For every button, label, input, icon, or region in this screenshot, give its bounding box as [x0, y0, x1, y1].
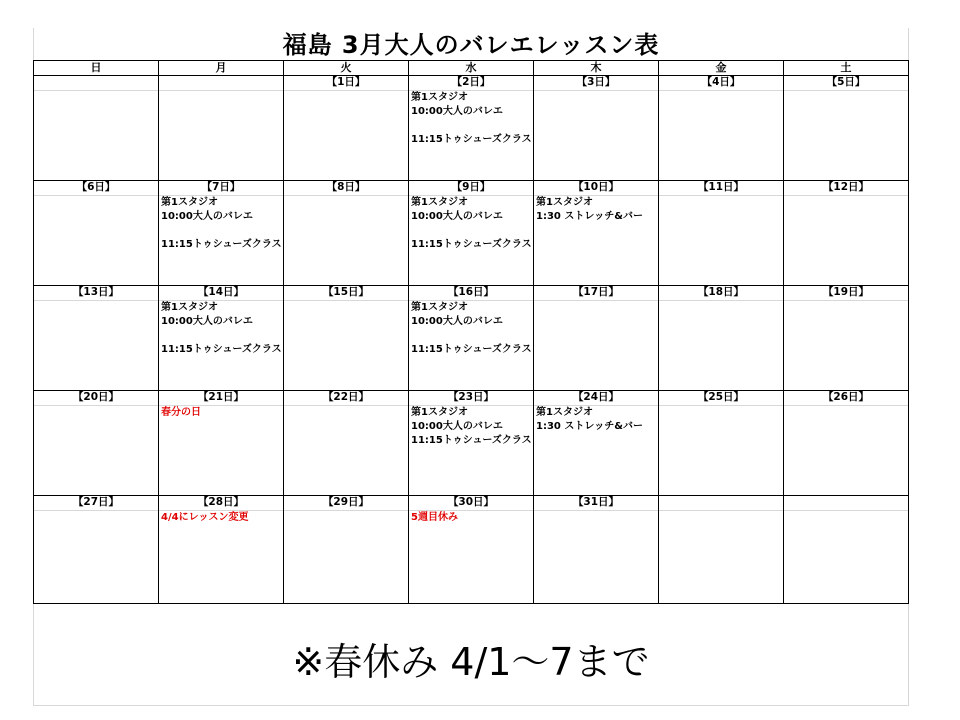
- calendar-table: [33, 60, 909, 604]
- event-line: 10:00大人のバレエ: [161, 316, 253, 327]
- weekday-tue: 火: [284, 61, 409, 76]
- day-cell: [284, 286, 409, 391]
- day-events: [159, 511, 283, 525]
- day-events: [409, 511, 533, 525]
- event-line: 第1スタジオ: [161, 302, 218, 313]
- day-cell: [284, 76, 409, 181]
- event-line: 第1スタジオ: [411, 197, 468, 208]
- day-number: 【16日】: [409, 286, 533, 301]
- event-line: [411, 119, 533, 133]
- event-line: 10:00大人のバレエ: [411, 106, 503, 117]
- day-cell: [34, 181, 159, 286]
- week-row: [34, 286, 909, 391]
- day-events: [409, 301, 533, 357]
- event-line: 10:00大人のバレエ: [411, 211, 503, 222]
- day-cell: [534, 286, 659, 391]
- day-cell: [659, 181, 784, 286]
- weekday-wed: 水: [409, 61, 534, 76]
- day-number: 【12日】: [784, 181, 908, 196]
- event-line: 11:15トゥシューズクラス: [411, 239, 532, 250]
- day-cell: [784, 181, 909, 286]
- day-cell: [34, 496, 159, 604]
- day-number: 【23日】: [409, 391, 533, 406]
- day-events: [159, 301, 283, 357]
- day-cell: [159, 496, 284, 604]
- day-cell: [784, 391, 909, 496]
- day-cell: [409, 76, 534, 181]
- event-line: 11:15トゥシューズクラス: [411, 435, 532, 446]
- day-number: 【24日】: [534, 391, 658, 406]
- day-number: 【20日】: [34, 391, 158, 406]
- day-cell: [659, 76, 784, 181]
- day-events: [534, 196, 658, 224]
- day-cell: [409, 391, 534, 496]
- weekday-header-row: [34, 61, 909, 76]
- day-number: 【3日】: [534, 76, 658, 91]
- day-number: [784, 496, 908, 511]
- event-note: 春分の日: [161, 407, 201, 418]
- event-line: [161, 329, 283, 343]
- day-number: 【28日】: [159, 496, 283, 511]
- day-number: 【1日】: [284, 76, 408, 91]
- day-cell: [159, 76, 284, 181]
- event-line: 1:30 ストレッチ&バー: [536, 421, 643, 432]
- day-cell: [784, 76, 909, 181]
- day-events: [409, 91, 533, 147]
- day-number: 【31日】: [534, 496, 658, 511]
- day-cell: [409, 286, 534, 391]
- day-cell: [159, 391, 284, 496]
- day-number: 【18日】: [659, 286, 783, 301]
- day-number: 【15日】: [284, 286, 408, 301]
- weekday-sat: 土: [784, 61, 909, 76]
- event-line: 11:15トゥシューズクラス: [411, 134, 532, 145]
- day-number: 【14日】: [159, 286, 283, 301]
- day-cell: [34, 391, 159, 496]
- day-number: 【8日】: [284, 181, 408, 196]
- calendar-body: [34, 76, 909, 604]
- day-number: 【7日】: [159, 181, 283, 196]
- event-line: 11:15トゥシューズクラス: [161, 344, 282, 355]
- day-number: 【30日】: [409, 496, 533, 511]
- weekday-fri: 金: [659, 61, 784, 76]
- day-cell: [409, 181, 534, 286]
- day-cell: [784, 496, 909, 604]
- day-events: [159, 406, 283, 420]
- weekday-mon: 月: [159, 61, 284, 76]
- week-row: [34, 496, 909, 604]
- day-events: [409, 406, 533, 448]
- day-events: [159, 196, 283, 252]
- event-line: 第1スタジオ: [536, 407, 593, 418]
- day-number: 【27日】: [34, 496, 158, 511]
- weekday-thu: 木: [534, 61, 659, 76]
- day-number: 【10日】: [534, 181, 658, 196]
- day-number: 【5日】: [784, 76, 908, 91]
- day-cell: [534, 391, 659, 496]
- day-number: [34, 76, 158, 91]
- day-number: 【22日】: [284, 391, 408, 406]
- day-cell: [159, 286, 284, 391]
- day-cell: [34, 286, 159, 391]
- day-cell: [159, 181, 284, 286]
- event-line: [161, 224, 283, 238]
- event-line: [411, 224, 533, 238]
- event-line: 10:00大人のバレエ: [411, 421, 503, 432]
- day-cell: [784, 286, 909, 391]
- day-cell: [534, 76, 659, 181]
- day-cell: [659, 496, 784, 604]
- day-number: 【29日】: [284, 496, 408, 511]
- day-number: [159, 76, 283, 91]
- spring-break-note: ※春休み 4/1〜7まで: [292, 640, 650, 684]
- event-line: 11:15トゥシューズクラス: [411, 344, 532, 355]
- event-line: 10:00大人のバレエ: [411, 316, 503, 327]
- event-line: 第1スタジオ: [411, 302, 468, 313]
- day-number: 【11日】: [659, 181, 783, 196]
- event-line: 10:00大人のバレエ: [161, 211, 253, 222]
- event-line: 第1スタジオ: [536, 197, 593, 208]
- event-line: 1:30 ストレッチ&バー: [536, 211, 643, 222]
- day-number: 【9日】: [409, 181, 533, 196]
- day-cell: [284, 181, 409, 286]
- week-row: [34, 181, 909, 286]
- page-title: 福島 3月大人のバレエレッスン表: [282, 31, 660, 59]
- day-number: [659, 496, 783, 511]
- event-note: 4/4にレッスン変更: [161, 512, 249, 523]
- event-line: 第1スタジオ: [161, 197, 218, 208]
- day-number: 【17日】: [534, 286, 658, 301]
- event-note: 5週目休み: [411, 512, 458, 523]
- day-cell: [659, 286, 784, 391]
- day-cell: [284, 391, 409, 496]
- day-cell: [409, 496, 534, 604]
- event-line: [411, 329, 533, 343]
- weekday-sun: 日: [34, 61, 159, 76]
- day-events: [534, 406, 658, 434]
- week-row: [34, 76, 909, 181]
- day-cell: [284, 496, 409, 604]
- day-number: 【19日】: [784, 286, 908, 301]
- event-line: 11:15トゥシューズクラス: [161, 239, 282, 250]
- day-cell: [34, 76, 159, 181]
- day-number: 【4日】: [659, 76, 783, 91]
- day-number: 【2日】: [409, 76, 533, 91]
- day-cell: [659, 391, 784, 496]
- day-number: 【26日】: [784, 391, 908, 406]
- day-number: 【13日】: [34, 286, 158, 301]
- day-cell: [534, 496, 659, 604]
- day-number: 【21日】: [159, 391, 283, 406]
- day-cell: [534, 181, 659, 286]
- event-line: 第1スタジオ: [411, 92, 468, 103]
- week-row: [34, 391, 909, 496]
- event-line: 第1スタジオ: [411, 407, 468, 418]
- day-number: 【25日】: [659, 391, 783, 406]
- day-events: [409, 196, 533, 252]
- day-number: 【6日】: [34, 181, 158, 196]
